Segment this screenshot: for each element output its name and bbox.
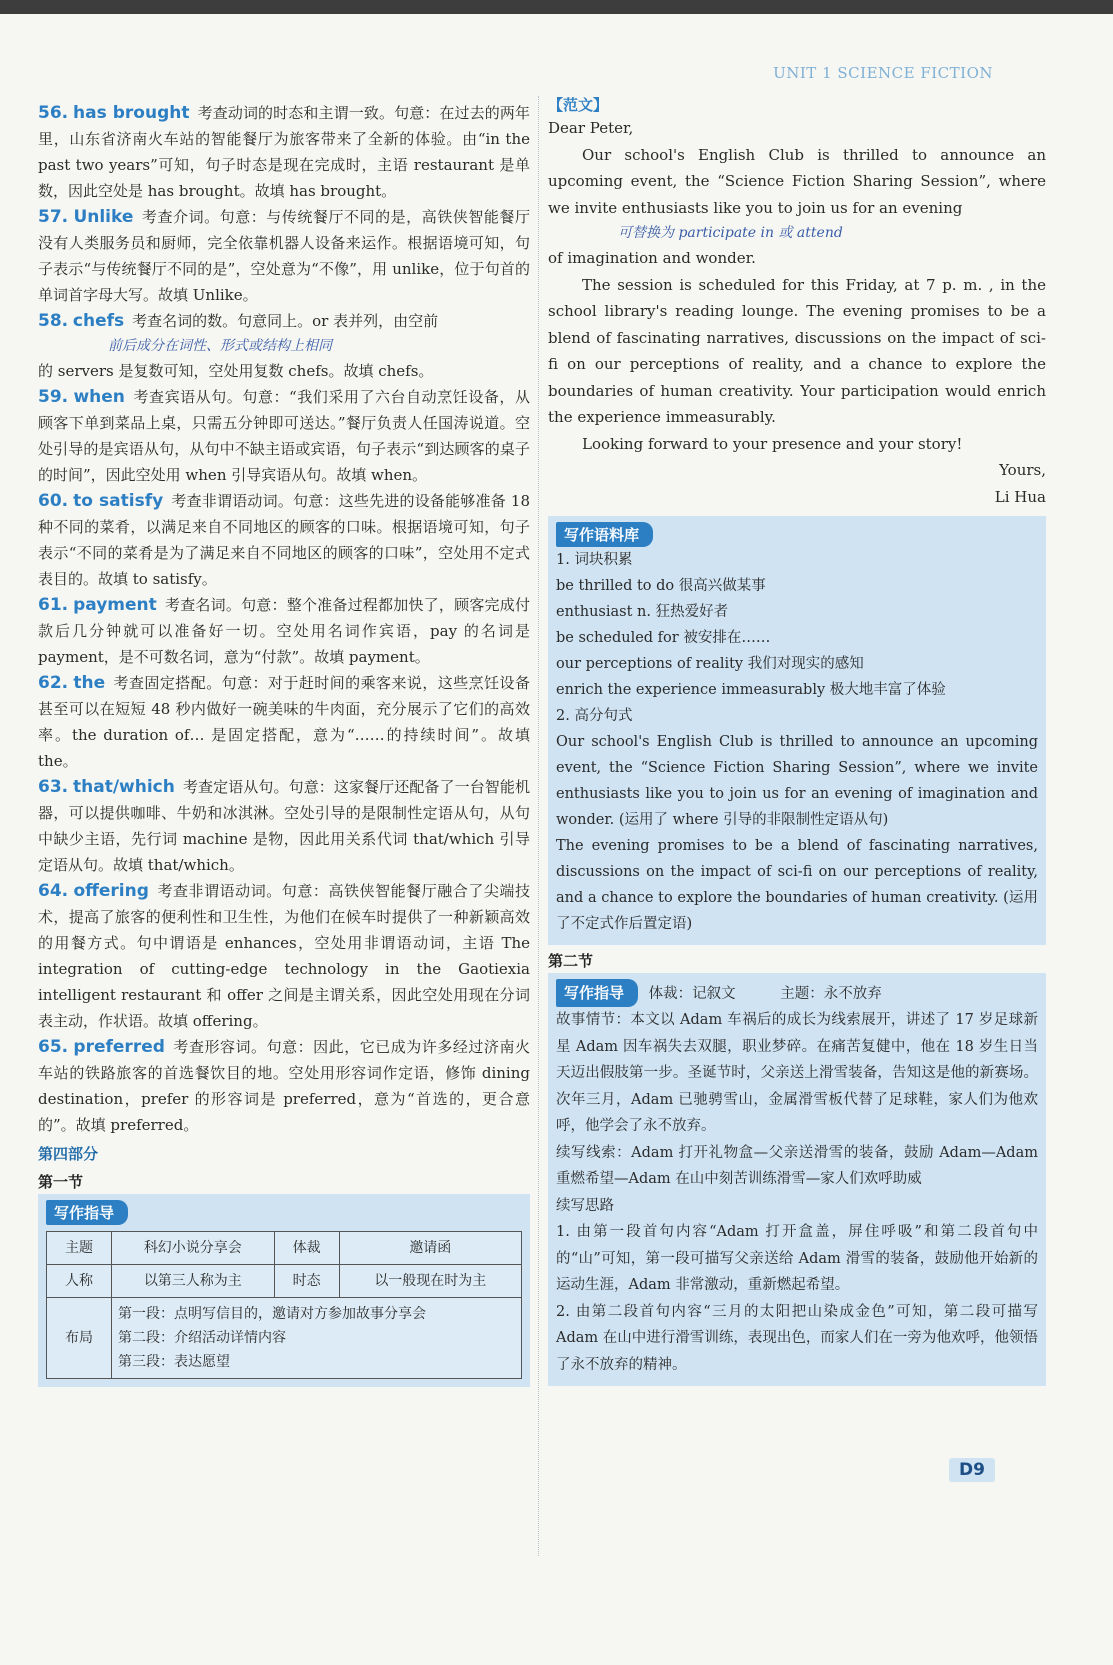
handwritten-note-58: 前后成分在词性、形式或结构上相同	[108, 338, 332, 354]
library-phrase: be scheduled for 被安排在……	[556, 630, 771, 646]
answer-65: 65. preferred 考查形容词。句意：因此，它已成为许多经过济南火车站的铁路旅客的首选餐饮目的地。空处用形容词作定语，修饰 dining destination，prefer 的形容词是 preferred，意为“首选的，更合意的”。故填 preferred。	[38, 1037, 530, 1134]
layout-value	[112, 1298, 522, 1379]
answer-61: 61. payment 考查名词。句意：整个准备过程都加快了，顾客完成付款后几分钟就可以准备好一切。空处用名词作宾语，pay 的名词是 payment，是不可数名词，意为“付款”。故填 payment。	[38, 595, 530, 666]
library-sentence-1: Our school's English Club is thrilled to announce an upcoming event, the “Science Fiction Sharing Session”, where we invite enthusiasts like you to join us for an evening of imagination and wonder. (运用了 where 引导的非限制性定语从句)	[556, 734, 1038, 828]
left-column	[38, 100, 530, 1387]
genre-label: 体裁	[274, 1232, 339, 1265]
writing-guide-tag-2: 写作指导	[556, 979, 638, 1007]
layout-item: 第二段：介绍活动详情内容	[118, 1330, 286, 1346]
answer-64: 64. offering 考查非谓语动词。句意：高铁侠智能餐厅融合了尖端技术，提高了旅客的便利性和卫生性，为他们在候车时提供了一种新颖高效的用餐方式。句中谓语是 enhances，空处用非谓语动词，主语 The integration of cutting-edge technology in the Gaotiexia intelligent restaurant 和 offer 之间是主谓关系，因此空处用现在分词表主动，作状语。故填 offering。	[38, 881, 530, 1030]
right-column	[548, 94, 1046, 1386]
library-heading-1: 1. 词块积累	[556, 552, 633, 568]
plan-table	[46, 1231, 522, 1379]
answer-57: 57. Unlike 考查介词。句意：与传统餐厅不同的是，高铁侠智能餐厅没有人类服务员和厨师，完全依靠机器人设备来运作。根据语境可知，句子表示“与传统餐厅不同的是”，空处意为“不像”，用 unlike，位于句首的单词首字母大写。故填 Unlike。	[38, 207, 530, 304]
library-phrase: our perceptions of reality 我们对现实的感知	[556, 656, 864, 672]
top-bar	[0, 0, 1113, 14]
letter-greeting: Dear Peter,	[548, 119, 634, 137]
handwritten-note-sample: 可替换为 participate in 或 attend	[618, 225, 843, 241]
layout-label: 布局	[47, 1298, 112, 1379]
person-value: 以第三人称为主	[112, 1265, 275, 1298]
library-phrase: enthusiast n. 狂热爱好者	[556, 604, 729, 620]
part4-title: 第四部分	[38, 1145, 99, 1163]
section2-title: 第二节	[548, 952, 594, 970]
letter-closing: Yours,	[999, 461, 1046, 479]
section2-theme: 主题：永不放弃	[780, 986, 882, 1002]
answer-58-cont: 的 servers 是复数可知，空处用复数 chefs。故填 chefs。	[38, 362, 434, 380]
library-phrase: be thrilled to do 很高兴做某事	[556, 578, 766, 594]
letter-paragraph-3: Looking forward to your presence and your story!	[582, 434, 963, 453]
writing-guide-tag: 写作指导	[46, 1200, 128, 1225]
sample-title: 【范文】	[548, 96, 609, 114]
layout-item: 第三段：表达愿望	[118, 1354, 230, 1370]
writing-guide-box-2	[548, 973, 1046, 1386]
answer-60: 60. to satisfy 考查非谓语动词。句意：这些先进的设备能够准备 18 种不同的菜肴，以满足来自不同地区的顾客的口味。根据语境可知，句子表示“不同的菜肴是为了满足来自不同地区的顾客的口味”，空处用不定式表目的。故填 to satisfy。	[38, 491, 530, 588]
section1-title: 第一节	[38, 1173, 84, 1191]
story-plot: 故事情节：本文以 Adam 车祸后的成长为线索展开，讲述了 17 岁足球新星 Adam 因车祸失去双腿，职业梦碎。在痛苦复健中，他在 18 岁生日当天迈出假肢第一步。圣诞节时，父亲送上滑雪装备，告知这是他的新赛场。次年三月，Adam 已驰骋雪山，金属滑雪板代替了足球鞋，家人们为他欢呼，他学会了永不放弃。	[556, 1012, 1038, 1134]
column-divider	[538, 96, 539, 1556]
library-sentence-2: The evening promises to be a blend of fascinating narratives, discussions on the impact of sci-fi on our perceptions of reality, and a chance to explore the boundaries of human creativity. (运用了不定式作后置定语)	[556, 838, 1038, 932]
topic-label: 主题	[47, 1232, 112, 1265]
layout-item: 第一段：点明写信目的，邀请对方参加故事分享会	[118, 1306, 426, 1322]
section2-genre: 体裁：记叙文	[648, 986, 736, 1002]
tense-value: 以一般现在时为主	[339, 1265, 521, 1298]
genre-value: 邀请函	[339, 1232, 521, 1265]
letter-paragraph-1-cont: of imagination and wonder.	[548, 249, 756, 267]
letter-paragraph-1: Our school's English Club is thrilled to announce an upcoming event, the “Science Fiction Sharing Session”, where we invite enthusiasts like you to join us for an evening	[548, 145, 1046, 217]
writing-library-box	[548, 516, 1046, 945]
person-label: 人称	[47, 1265, 112, 1298]
answer-56: 56. has brought 考查动词的时态和主谓一致。句意：在过去的两年里，山东省济南火车站的智能餐厅为旅客带来了全新的体验。由“in the past two years”可知，句子时态是现在完成时，主语 restaurant 是单数，因此空处是 has brought。故填 has brought。	[38, 103, 530, 200]
story-clue: 续写线索：Adam 打开礼物盒—父亲送滑雪的装备，鼓励 Adam—Adam 重燃希望—Adam 在山中刻苦训练滑雪—家人们欢呼助威	[556, 1144, 1038, 1187]
thinking-point-2: 2. 由第二段首句内容“三月的太阳把山染成金色”可知，第二段可描写 Adam 在山中进行滑雪训练，表现出色，而家人们在一旁为他欢呼，他领悟了永不放弃的精神。	[556, 1303, 1038, 1373]
page-number: D9	[949, 1458, 995, 1482]
answer-63: 63. that/which 考查定语从句。句意：这家餐厅还配备了一台智能机器，可以提供咖啡、牛奶和冰淇淋。空处引导的是限制性定语从句，从句中缺少主语，先行词 machine 是物，因此用关系代词 that/which 引导定语从句。故填 that/which。	[38, 777, 530, 874]
writing-thinking-heading: 续写思路	[556, 1197, 614, 1214]
unit-header: UNIT 1 SCIENCE FICTION	[773, 64, 993, 82]
letter-paragraph-2: The session is scheduled for this Friday, at 7 p. m. , in the school library's reading lounge. The evening promises to be a blend of fascinating narratives, discussions on the impact of sci-fi on our perceptions of reality, and a chance to explore the boundaries of human creativity. Your participation would enrich the experience immeasurably.	[548, 275, 1046, 426]
thinking-point-1: 1. 由第一段首句内容“Adam 打开盒盖，屏住呼吸”和第二段首句中的“山”可知，第一段可描写父亲送给 Adam 滑雪的装备，鼓励他开始新的运动生涯，Adam 非常激动，重新燃起希望。	[556, 1224, 1038, 1293]
answer-58: 58. chefs 考查名词的数。句意同上。or 表并列，由空前	[38, 311, 439, 331]
writing-guide-box-1	[38, 1194, 530, 1387]
letter-signature: Li Hua	[994, 487, 1046, 506]
topic-value: 科幻小说分享会	[112, 1232, 275, 1265]
tense-label: 时态	[274, 1265, 339, 1298]
section2-header-row	[556, 979, 1038, 1007]
writing-library-tag: 写作语料库	[556, 522, 653, 547]
answer-62: 62. the 考查固定搭配。句意：对于赶时间的乘客来说，这些烹饪设备甚至可以在短短 48 秒内做好一碗美味的牛肉面，充分展示了它们的高效率。the duration of… 是固定搭配，意为“……的持续时间”。故填 the。	[38, 673, 530, 770]
library-heading-2: 2. 高分句式	[556, 708, 633, 724]
library-phrase: enrich the experience immeasurably 极大地丰富了体验	[556, 682, 946, 698]
answer-59: 59. when 考查宾语从句。句意：“我们采用了六台自动烹饪设备，从顾客下单到菜品上桌，只需五分钟即可送达。”餐厅负责人任国涛说道。空处引导的是宾语从句，从句中不缺主语或宾语，句子表示“到达顾客的桌子的时间”，因此空处用 when 引导宾语从句。故填 when。	[38, 387, 530, 484]
